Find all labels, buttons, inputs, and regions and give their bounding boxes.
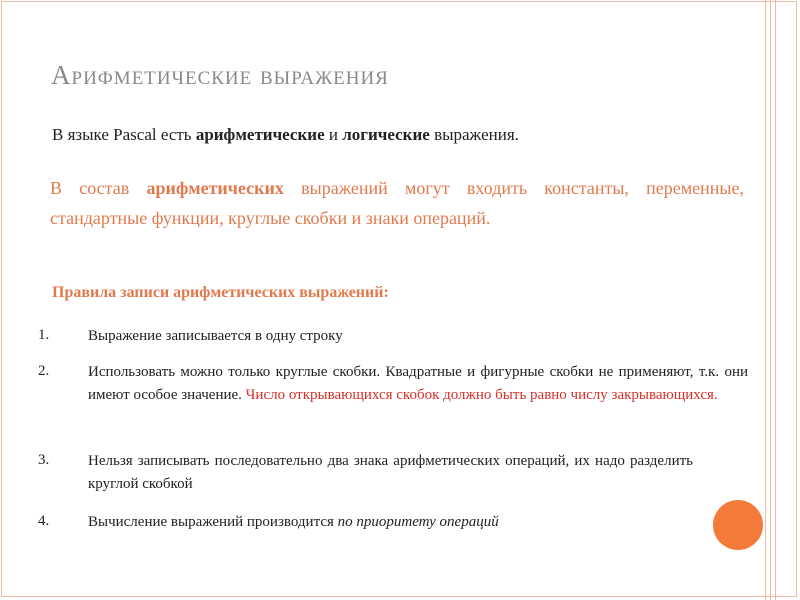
frame-vertical-line [770,0,771,600]
composition-paragraph [50,173,744,233]
intro-bold-arithmetic: арифметические [195,125,325,144]
rules-heading: Правила записи арифметических выражений: [52,284,389,301]
rule-number: 2. [38,363,50,379]
rule-text: Вычисление выражений производится [88,514,338,530]
rule-item [88,450,693,496]
frame-vertical-line [765,0,766,600]
rule-text: Нельзя записывать последовательно два знака арифметических операций, их надо разделить круглой скобкой [88,453,693,492]
rule-number: 4. [38,513,50,529]
rule-italic: по приоритету операций [337,514,499,530]
para-bold: арифметических [146,178,284,198]
rule-item [88,325,748,348]
rule-text: Использовать можно только круглые скобки. Квадратные и фигурные скобки не применяют, т.к. они имеют особое значение. [88,364,748,403]
rule-item [88,511,688,534]
intro-line [52,125,519,145]
decorative-circle [713,500,763,550]
slide-title: Арифметические выражения [51,60,389,90]
frame-vertical-line [775,0,776,600]
rule-item [88,361,748,407]
rule-number: 1. [38,327,50,343]
intro-mid: и [324,125,343,144]
intro-bold-logical: логические [342,125,430,144]
intro-prefix: В языке Pascal есть [52,125,196,144]
intro-suffix: выражения. [429,125,519,144]
rule-highlight: Число открывающихся скобок должно быть равно числу закрывающихся. [245,387,718,403]
rule-number: 3. [38,452,50,468]
para-suffix: выражений могут входить константы, переменные, стандартные функции, круглые скобки и знаки операций. [50,178,744,228]
rule-text: Выражение записывается в одну строку [88,328,343,344]
para-prefix: В состав [50,178,147,198]
